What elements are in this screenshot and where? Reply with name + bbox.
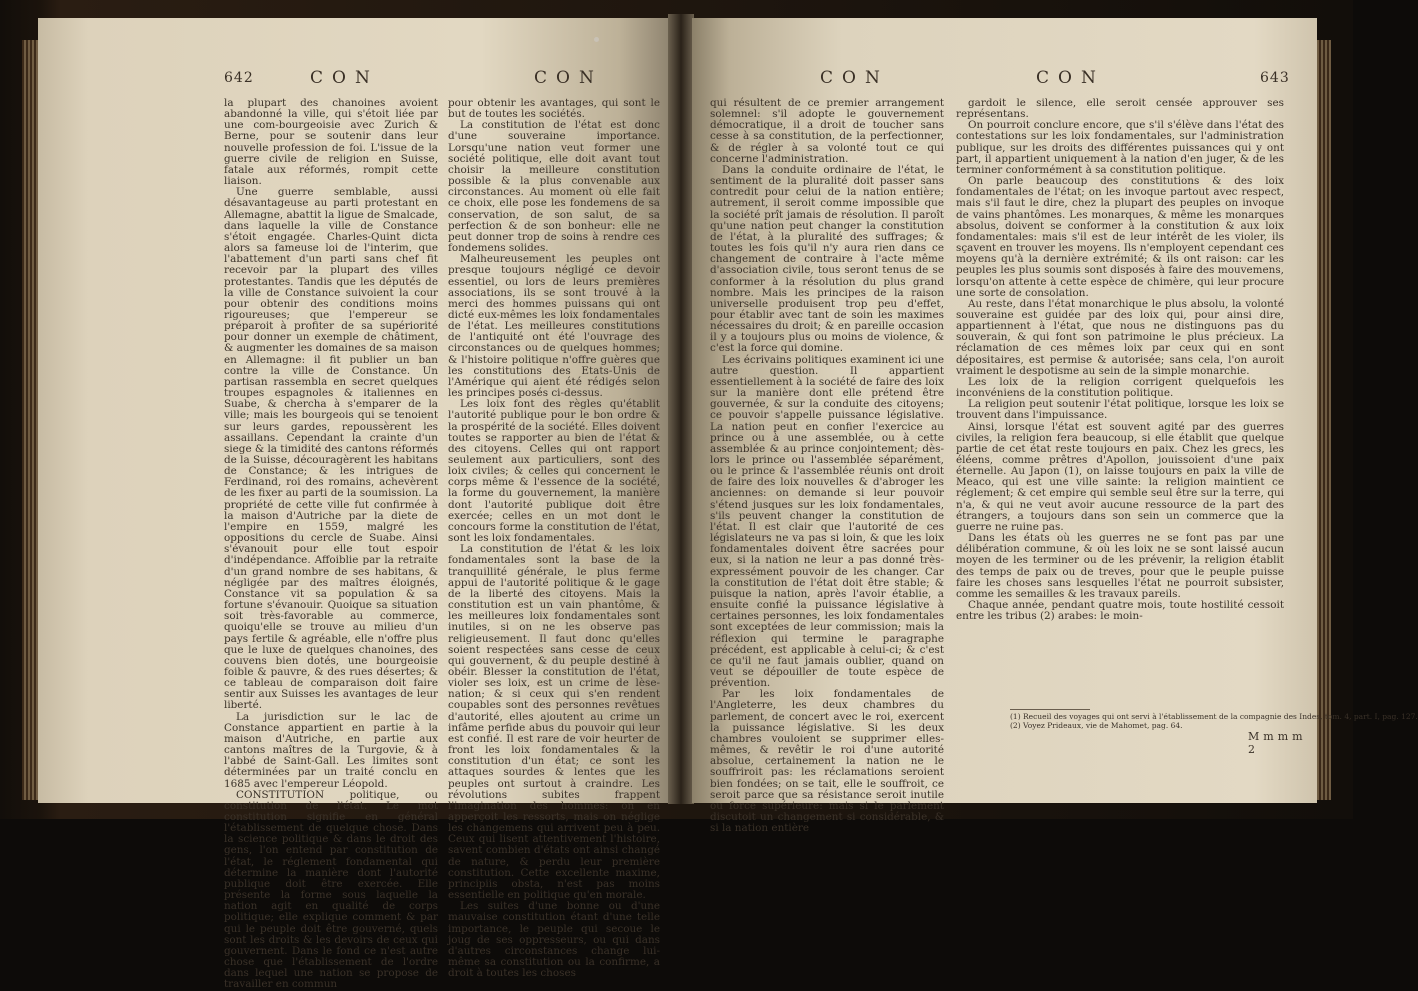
left-page [38, 18, 670, 991]
signature-mark: Mmmm 2 [1248, 730, 1307, 756]
paragraph: On parle beaucoup des constitutions & des loix fondamentales de l'état; on les invoque partout avec respect, mais s'il faut le dire, chez la plupart des peuples on invoque de vains phantômes. Les monarques, & même les monarques absolus, doivent se conformer à la constitution & aux loix fondamentales: mais s'il est de leur intérêt de les violer, ils sçavent en trouver les moyens. Ils n'employent cependant ces moyens qu'à la dernière extrémité; & ils ont raison: car les peuples les plus soumis sont disposés à faire des mouvemens, lorsqu'on attente à cette espèce de chimère, qui leur procure une sorte de consolation. [956, 175, 1284, 299]
paragraph: La religion peut soutenir l'état politique, lorsque les loix se trouvent dans l'impuissance. [956, 398, 1284, 422]
paragraph: la plupart des chanoines avoient abandonné la ville, qui s'étoit liée par une com-bourgeoisie avec Zurich & Berne, pour se soutenir dans leur nouvelle profession de foi. L'issue de la guerre civile de religion en Suisse, fatale aux réformés, rompit cette liaison. [224, 97, 438, 188]
running-head: CON [820, 68, 889, 88]
paragraph: Les loix font des règles qu'établit l'autorité publique pour le bon ordre & la prospérité de la société. Elles doivent toutes se rapporter au bien de l'état & des citoyens. Celles qui ont rapport seulement aux particuliers, sont des loix civiles; & celles qui concernent le corps même & l'essence de la société, la forme du gouvernement, la manière dont l'autorité publique doit être exercée; celles en un mot dont le concours forme la constitution de l'état, sont les loix fondamentales. [448, 398, 660, 545]
paragraph: Malheureusement les peuples ont presque toujours négligé ce devoir essentiel, ou lors de leurs premières associations, ils se sont trouvé à la merci des hommes puissans qui ont dicté eux-mêmes les loix fondamentales de l'état. Les meilleures constitutions de l'antiquité ont été l'ouvrage des circonstances ou de quelques hommes; & l'histoire politique n'offre guères que les constitutions des Etats-Unis de l'Amérique qui aient été rédigés selon les principes posés ci-dessus. [448, 253, 660, 400]
paragraph: CONSTITUTION politique, ou constitution de l'état. Le mot constitution signifie en général l'établissement de quelque chose. Dans la science politique & dans le droit des gens, l'on entend par constitution de l'état, le réglement fondamental qui détermine la manière dont l'autorité publique doit être exercée. Elle présente la forme sous laquelle la nation agit en qualité de corps politique; elle explique comment & par qui le peuple doit être gouverné, quels sont les droits & les devoirs de ceux qui gouvernent. Dans le fond ce n'est autre chose que l'établissement de l'ordre dans lequel une nation se propose de travailler en commun [224, 788, 438, 991]
paragraph: La constitution de l'état & les loix fondamentales sont la base de la tranquillité générale, le plus ferme appui de l'autorité politique & le gage de la liberté des citoyens. Mais la constitution est un vain phantôme, & les meilleures loix fondamentales sont inutiles, si on ne les observe pas religieusement. Il faut donc qu'elles soient respectées sans cesse de ceux qui gouvernent, & du peuple destiné à obéir. Blesser la constitution de l'état, violer ses loix, est un crime de lèse-nation; & si ceux qui s'en rendent coupables sont des personnes revêtues d'autorité, elles ajoutent au crime un infâme perfide abus du pouvoir qui leur est confié. Il est rare de voir heurter de front les loix fondamentales & la constitution d'un état; ce sont les attaques sourdes & lentes que les peuples ont surtout à craindre. Les révolutions subites frappent l'imagination des hommes: on en apperçoit les ressorts, mais on néglige les changemens qui arrivent peu à peu. Ceux qui lisent attentivement l'histoire, savent combien d'états ont ainsi changé de nature, & perdu leur première constitution. Cette excellente maxime, principiis obsta, n'est pas moins essentielle en politique qu'en morale. [448, 543, 660, 902]
paragraph: Au reste, dans l'état monarchique le plus absolu, la volonté souveraine est guidée par des loix qui, pour ainsi dire, appartiennent à l'état, que nous ne distinguons pas du souverain, & qui font son patrimoine le plus précieux. La réclamation de ces mêmes loix par ceux qui en sont dépositaires, est permise & autorisée; sans cela, l'on auroit vraiment le despotisme au sein de la simple monarchie. [956, 297, 1284, 377]
book-gutter [668, 14, 694, 804]
paragraph: Les suites d'une bonne ou d'une mauvaise constitution étant d'une telle importance, le peuple qui secoue le joug de ses oppresseurs, ou qui dans d'autres circonstances change lui-même sa constitution ou la confirme, a droit à toutes les choses [448, 900, 660, 980]
paragraph: gardoit le silence, elle seroit censée approuver ses représentans. [956, 97, 1284, 121]
running-head: CON [1036, 68, 1105, 88]
paragraph: Les loix de la religion corrigent quelquefois les inconvéniens de la constitution politique. [956, 375, 1284, 400]
paragraph: La jurisdiction sur le lac de Constance appartient en partie à la maison d'Autriche, en partie aux cantons maîtres de la Turgovie, & à l'abbé de Saint-Gall. Les limites sont déterminées par un traité conclu en 1685 avec l'empereur Léopold. [224, 710, 438, 790]
paragraph: Une guerre semblable, aussi désavantageuse au parti protestant en Allemagne, abattit la ligue de Smalcade, dans laquelle la ville de Constance s'étoit engagée. Charles-Quint dicta alors sa fameuse loi de l'interim, que l'abattement d'un parti sans chef fit recevoir par la plupart des villes protestantes. Tandis que les députés de la ville de Constance suivoient la cour pour obtenir des conditions moins rigoureuses; que l'empereur se préparoit à profiter de sa supériorité pour donner un exemple de châtiment, & augmenter les domaines de sa maison en Allemagne: il fit publier un ban contre la ville de Constance. Un partisan rassembla en secret quelques troupes espagnoles & italiennes en Suabe, & chercha à s'emparer de la ville; mais les bourgeois qui se tenoient sur leurs gardes, repoussèrent les assaillans. Cependant la crainte d'un siege & la timidité des cantons réformés de la Suisse, découragèrent les habitans de Constance; & les intrigues de Ferdinand, roi des romains, achevèrent de les fixer au parti de la soumission. La propriété de cette ville fut confirmée à la maison d'Autriche par la diete de l'empire en 1559, malgré les oppositions du cercle de Suabe. Ainsi s'évanouit pour elle tout espoir d'indépendance. Affoiblie par la retraite d'un grand nombre de ses habitans, & négligée par des maîtres éloignés, Constance vit sa population & sa fortune s'évanouir. Quoique sa situation soit très-favorable au commerce, quoiqu'elle se trouve au milieu d'un pays fertile & agréable, elle n'offre plus que le luxe de quelques chanoines, des couvens bien dotés, une bourgeoisie foible & pauvre, & des rues désertes; & ce tableau de comparaison doit faire sentir aux Suisses les avantages de leur liberté. [224, 186, 438, 712]
text-column [224, 97, 438, 991]
paragraph: Par les loix fondamentales de l'Angleterre, les deux chambres du parlement, de concert avec le roi, exercent la puissance législative. Si les deux chambres vouloient se supprimer elles-mêmes, & revêtir le roi d'une autorité absolue, certainement la nation ne le souffriroit pas: les réclamations seroient bien fondées; on se tait, elle le souffroit, ce seroit parce que sa résistance seroit inutile ou force supérieure: mais si le parlement discutoit un changement si considérable, & si la nation entière [710, 688, 944, 835]
paragraph: Chaque année, pendant quatre mois, toute hostilité cessoit entre les tribus (2) arabes: le moin- [956, 599, 1284, 623]
binding-dot [594, 37, 599, 42]
footnote: (1) Recueil des voyages qui ont servi à l'établissement de la compagnie des Indes, tom. 4, part. I, pag. 127. [1010, 712, 1418, 721]
footnote: (2) Voyez Prideaux, vie de Mahomet, pag. 64. [1010, 721, 1183, 730]
text-column [448, 97, 660, 980]
paragraph: Ainsi, lorsque l'état est souvent agité par des guerres civiles, la religion fera beaucoup, si elle établit que quelque partie de cet état reste toujours en paix. Chez les grecs, les éléens, comme prêtres d'Apollon, jouissoient d'une paix éternelle. Au Japon (1), on laisse toujours en paix la ville de Meaco, qui est une ville sainte: la religion maintient ce réglement; & cet empire qui semble seul être sur la terre, qui n'a, & qui ne veut avoir aucune ressource de la part des étrangers, a toujours dans son sein un commerce que la guerre ne ruine pas. [956, 420, 1284, 533]
paragraph: qui résultent de ce premier arrangement solemnel: s'il adopte le gouvernement démocratique, il a droit de toucher sans cesse à sa constitution, de la perfectionner, & de régler à sa volonté tout ce qui concerne l'administration. [710, 97, 944, 165]
paragraph: Les écrivains politiques examinent ici une autre question. Il appartient essentiellement à la société de faire des loix sur la manière dont elle prétend être gouvernée, & sur la conduite des citoyens; ce pouvoir s'appelle puissance législative. La nation peut en confier l'exercice au prince ou à une assemblée, ou à cette assemblée & au prince conjointement; dès-lors le prince ou l'assemblée séparément, ou le prince & l'assemblée réunis ont droit de faire des loix nouvelles & d'abroger les anciennes: on demande si leur pouvoir s'étend jusques sur les loix fondamentales, s'ils peuvent changer la constitution de l'état. Il est clair que l'autorité de ces législateurs ne va pas si loin, & que les loix fondamentales doivent être sacrées pour eux, si la nation ne leur a pas donné très-expressément pouvoir de les changer. Car la constitution de l'état doit être stable; & puisque la nation, après l'avoir établie, a ensuite confié la puissance législative à certaines personnes, les loix fondamentales sont exceptées de leur commission; mais la réflexion qui termine le paragraphe précédent, est applicable à celui-ci; & c'est ce qu'il ne faut jamais oublier, quand on veut se dépouiller de toute espèce de prévention. [710, 353, 944, 690]
paragraph: La constitution de l'état est donc d'une souveraine importance. Lorsqu'une nation veut former une société politique, elle doit avant tout choisir la meilleure constitution possible & la plus convenable aux circonstances. Au moment où elle fait ce choix, elle pose les fondemens de sa conservation, de son salut, de sa perfection & de son bonheur: elle ne peut donner trop de soins à rendre ces fondemens solides. [448, 119, 660, 255]
footnote-rule [1010, 709, 1090, 710]
running-head: CON [534, 68, 603, 88]
paragraph: On pourroit conclure encore, que s'il s'élève dans l'état des contestations sur les loix fondamentales, sur l'administration publique, sur les droits des différentes puissances qui y ont part, il appartient uniquement à la nation d'en juger, & de les terminer conformément à sa constitution politique. [956, 119, 1284, 176]
footnotes [1010, 712, 1418, 730]
running-head: CON [310, 68, 379, 88]
paragraph: Dans les états où les guerres ne se font pas par une délibération commune, & où les loix ne se sont laissé aucun moyen de les terminer ou de les prévenir, la religion établit des temps de paix ou de treves, pour que le peuple puisse faire les choses sans lesquelles l'état ne pourroit subsister, comme les semailles & les travaux pareils. [956, 532, 1284, 600]
page-number-right: 643 [1260, 70, 1290, 86]
paragraph: Dans la conduite ordinaire de l'état, le sentiment de la pluralité doit passer sans contredit pour celui de la nation entière; autrement, il seroit comme impossible que la société prît jamais de résolution. Il paroît qu'une nation peut changer la constitution de l'état, à la pluralité des suffrages; & toutes les fois qu'il n'y aura rien dans ce changement de contraire à l'acte même d'association civile, tous seront tenus de se conformer à la résolution du plus grand nombre. Mais les principes de la raison universelle produisent trop peu d'effet, pour établir avec tant de soin les maximes nécessaires du droit; & en pareille occasion il y a toujours plus ou moins de violence, & c'est la force qui domine. [710, 163, 944, 355]
text-column [956, 98, 1284, 710]
text-column [710, 97, 944, 835]
page-number-left: 642 [224, 70, 254, 86]
paragraph: pour obtenir les avantages, qui sont le but de toutes les sociétés. [448, 97, 660, 121]
right-page [692, 18, 1418, 835]
